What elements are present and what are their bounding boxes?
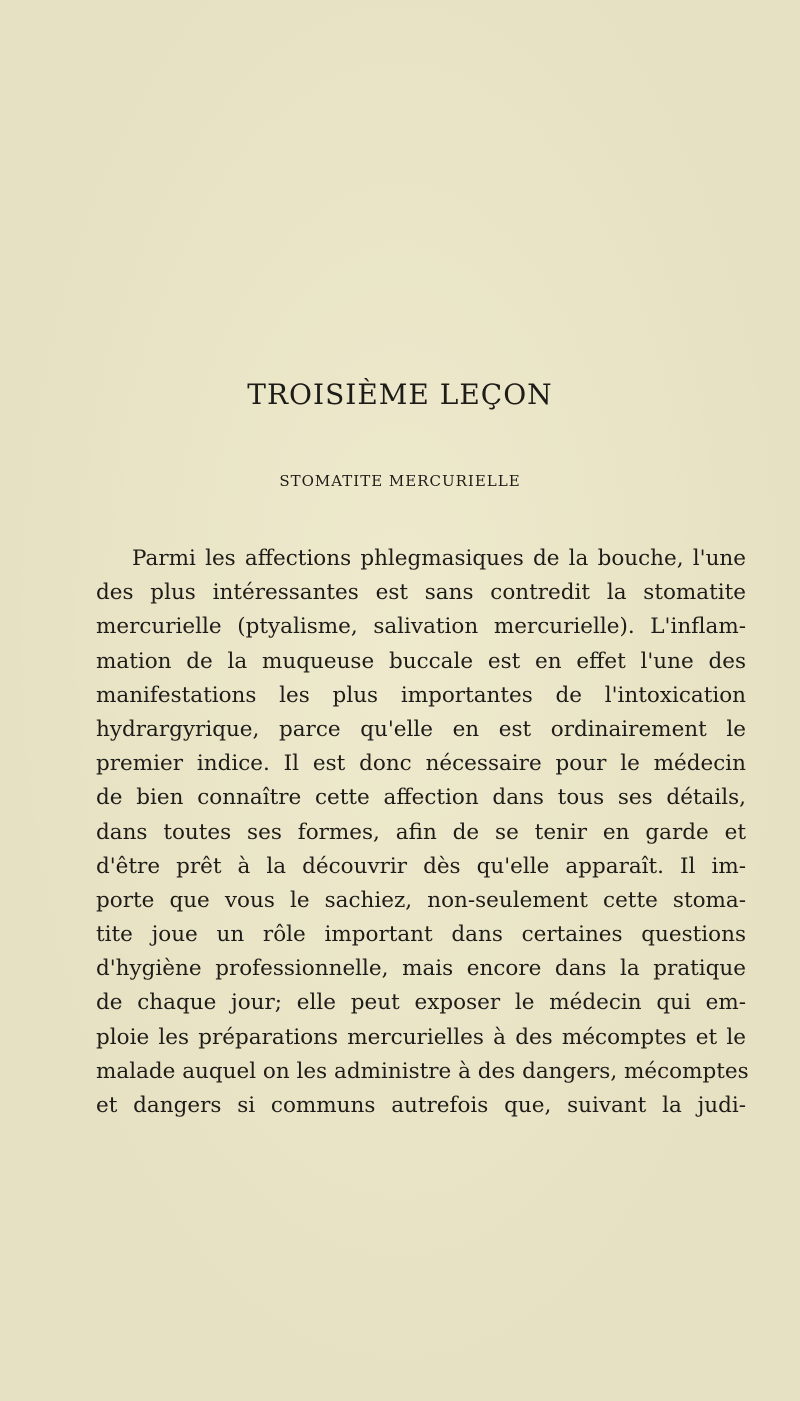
text-line: des plus intéressantes est sans contredit la stomatite bbox=[96, 580, 746, 606]
text-line: et dangers si communs autrefois que, suivant la judi- bbox=[96, 1093, 746, 1118]
text-line: mation de la muqueuse buccale est en effet l'une des bbox=[96, 648, 746, 674]
text-line: ploie les préparations mercurielles à des mécomptes et le bbox=[96, 1024, 746, 1050]
chapter-title: TROISIÈME LEÇON bbox=[247, 378, 553, 411]
text-line: Parmi les affections phlegmasiques de la bouche, l'une bbox=[132, 546, 746, 571]
text-line: malade auquel on les administre à des dangers, mécomptes bbox=[96, 1058, 749, 1084]
text-line: porte que vous le sachiez, non-seulement cette stoma- bbox=[96, 887, 746, 913]
text-line: premier indice. Il est donc nécessaire pour le médecin bbox=[96, 751, 746, 777]
text-line: d'être prêt à la découvrir dès qu'elle apparaît. Il im- bbox=[96, 853, 746, 879]
text-line: de chaque jour; elle peut exposer le médecin qui em- bbox=[96, 990, 746, 1016]
text-line: manifestations les plus importantes de l'intoxication bbox=[96, 682, 746, 708]
text-line: hydrargyrique, parce qu'elle en est ordinairement le bbox=[96, 716, 746, 742]
text-line: de bien connaître cette affection dans tous ses détails, bbox=[96, 785, 746, 811]
text-line: mercurielle (ptyalisme, salivation mercurielle). L'inflam- bbox=[96, 614, 746, 640]
body-paragraph bbox=[96, 542, 749, 1123]
text-line: d'hygiène professionnelle, mais encore dans la pratique bbox=[96, 956, 746, 982]
section-title: STOMATITE MERCURIELLE bbox=[279, 472, 521, 490]
text-line: dans toutes ses formes, afin de se tenir en garde et bbox=[96, 819, 746, 845]
text-line: tite joue un rôle important dans certaines questions bbox=[96, 922, 746, 948]
